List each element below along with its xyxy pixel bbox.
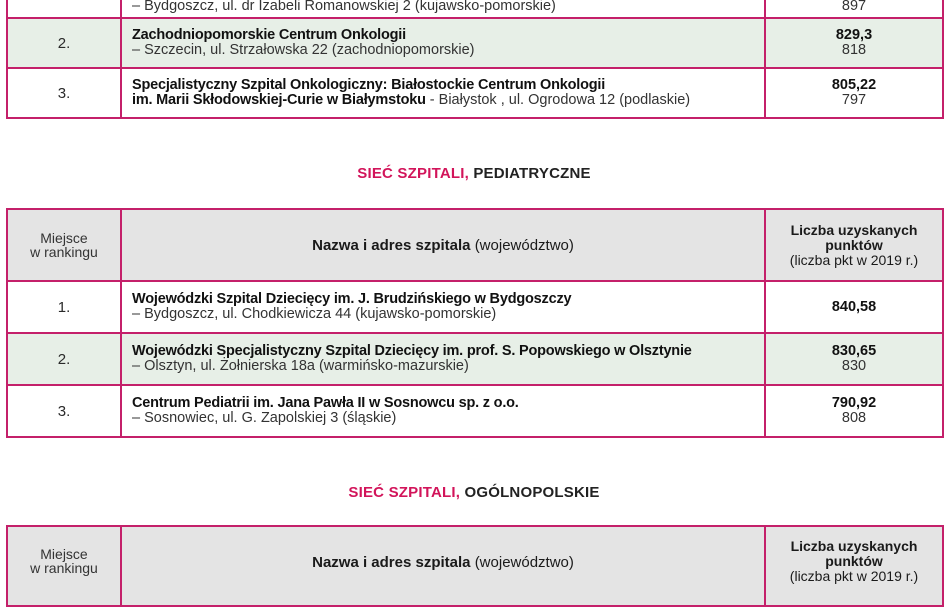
points-value: 840,58 xyxy=(831,298,877,315)
hospital-name: Centrum Pediatrii im. Jana Pawła II w Sosnowcu sp. z o.o. xyxy=(132,395,519,411)
points-cell xyxy=(765,18,943,68)
hospital-name-line2: im. Marii Skłodowskiej-Curie w Białymstoku xyxy=(132,92,426,108)
points-value: 830,65 xyxy=(831,343,877,359)
table-row xyxy=(7,385,943,437)
rank-cell xyxy=(7,0,121,18)
points-2019: 818 xyxy=(841,42,867,58)
table-header-row xyxy=(7,526,943,606)
table-row xyxy=(7,333,943,385)
rank-cell: 3. xyxy=(7,385,121,437)
table-oncology xyxy=(6,0,944,119)
section-title-category: OGÓLNOPOLSKIE xyxy=(464,484,600,501)
points-2019: 808 xyxy=(841,410,867,426)
points-cell xyxy=(765,333,943,385)
header-rank: Miejsce w rankingu xyxy=(7,526,121,606)
hospital-cell xyxy=(121,281,765,333)
section-title-prefix: SIEĆ SZPITALI, xyxy=(348,484,461,501)
points-2019: 797 xyxy=(841,92,867,108)
hospital-cell xyxy=(121,385,765,437)
hospital-address: - Białystok , ul. Ogrodowa 12 (podlaskie) xyxy=(429,92,691,108)
hospital-address: – Bydgoszcz, ul. Chodkiewicza 44 (kujawsko-pomorskie) xyxy=(132,306,497,322)
hospital-name: Wojewódzki Specjalistyczny Szpital Dziecięcy im. prof. S. Popowskiego w Olsztynie xyxy=(132,343,692,359)
hospital-address: – Olsztyn, ul. Żołnierska 18a (warmińsko-mazurskie) xyxy=(132,358,469,374)
points-cell xyxy=(765,68,943,118)
points-value: 805,22 xyxy=(831,77,877,93)
points-value: 790,92 xyxy=(831,395,877,411)
rank-cell: 3. xyxy=(7,68,121,118)
hospital-address: – Szczecin, ul. Strzałowska 22 (zachodniopomorskie) xyxy=(132,42,475,58)
table-national xyxy=(6,525,944,607)
table-row xyxy=(7,68,943,118)
hospital-name: Zachodniopomorskie Centrum Onkologii xyxy=(132,27,406,43)
header-rank: Miejsce w rankingu xyxy=(7,209,121,281)
hospital-cell xyxy=(121,333,765,385)
section-title-prefix: SIEĆ SZPITALI, xyxy=(357,165,469,182)
table-row xyxy=(7,18,943,68)
header-points: Liczba uzyskanych punktów (liczba pkt w 2019 r.) xyxy=(765,209,943,281)
table-pediatric xyxy=(6,208,944,438)
hospital-cell xyxy=(121,68,765,118)
points-cell xyxy=(765,385,943,437)
header-name: Nazwa i adres szpitala (województwo) xyxy=(121,209,765,281)
hospital-cell xyxy=(121,0,765,18)
section-title-national xyxy=(0,484,948,501)
rank-cell: 2. xyxy=(7,18,121,68)
hospital-address: – Sosnowiec, ul. G. Zapolskiej 3 (śląskie) xyxy=(132,410,397,426)
rank-cell: 1. xyxy=(7,281,121,333)
points-2019: 830 xyxy=(841,358,867,374)
hospital-cell xyxy=(121,18,765,68)
header-points: Liczba uzyskanych punktów (liczba pkt w 2019 r.) xyxy=(765,526,943,606)
section-title-category: PEDIATRYCZNE xyxy=(473,165,591,182)
rank-cell: 2. xyxy=(7,333,121,385)
hospital-name-line1: Specjalistyczny Szpital Onkologiczny: Białostockie Centrum Onkologii xyxy=(132,77,606,93)
points-cell xyxy=(765,0,943,18)
table-header-row xyxy=(7,209,943,281)
hospital-name: Wojewódzki Szpital Dziecięcy im. J. Brudzińskiego w Bydgoszczy xyxy=(132,291,572,307)
section-title-pediatric xyxy=(0,165,948,182)
points-2019: 897 xyxy=(841,0,867,14)
points-value: 829,3 xyxy=(835,27,873,43)
table-row xyxy=(7,0,943,18)
points-cell xyxy=(765,281,943,333)
header-name: Nazwa i adres szpitala (województwo) xyxy=(121,526,765,606)
table-row xyxy=(7,281,943,333)
hospital-address: – Bydgoszcz, ul. dr Izabeli Romanowskiej 2 (kujawsko-pomorskie) xyxy=(132,0,556,14)
